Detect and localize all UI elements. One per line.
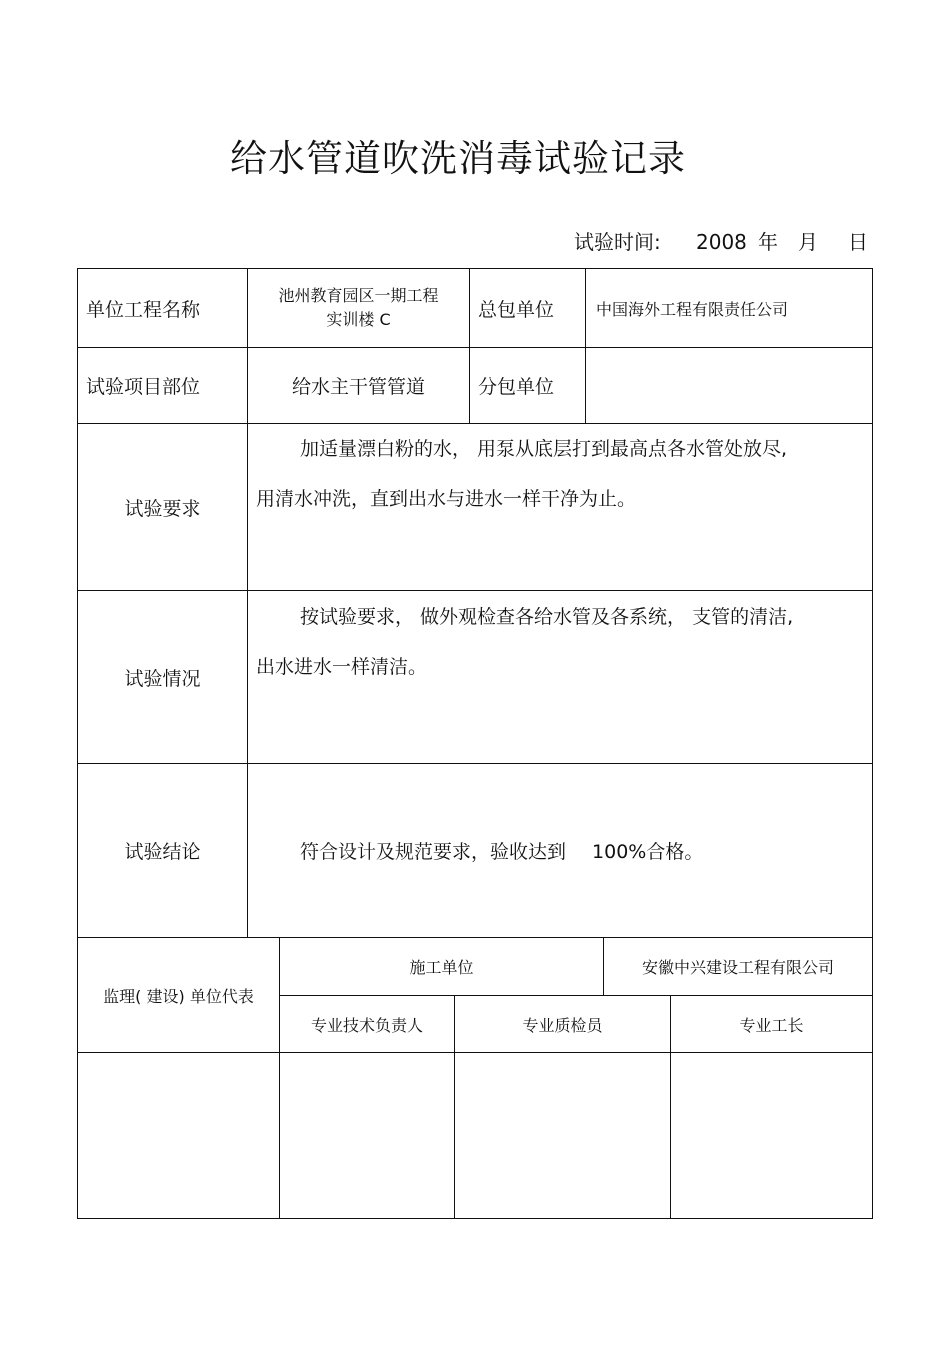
test-date-day-unit: 日 xyxy=(848,230,868,254)
construction-unit-label: 施工单位 xyxy=(409,958,474,977)
situation-label: 试验情况 xyxy=(124,667,201,690)
conclusion-text-part2: 100%合格。 xyxy=(592,841,704,863)
page-title: 给水管道吹洗消毒试验记录 xyxy=(230,137,686,180)
test-date-label: 试验时间: xyxy=(574,230,661,254)
supervisor-signature-cell xyxy=(78,1053,279,1218)
table-border-bottom xyxy=(77,1218,873,1219)
general-contractor-label: 总包单位 xyxy=(478,298,555,321)
subcontractor-value xyxy=(586,348,872,423)
project-name-label: 单位工程名称 xyxy=(86,298,201,321)
conclusion-text-part1: 符合设计及规范要求，验收达到 xyxy=(300,841,567,863)
table-border-right xyxy=(872,268,873,1219)
test-date-year-unit: 年 xyxy=(758,230,778,254)
situation-line1: 按试验要求， 做外观检查各给水管及各系统， 支管的清洁, xyxy=(300,606,794,628)
subcontractor-label: 分包单位 xyxy=(478,376,555,398)
project-name-line1: 池州教育园区一期工程 xyxy=(278,286,439,305)
test-date-month-unit: 月 xyxy=(798,230,818,254)
construction-unit-value: 安徽中兴建设工程有限公司 xyxy=(641,958,834,977)
supervisor-label: 监理( 建设) 单位代表 xyxy=(103,986,254,1006)
foreman-signature-cell xyxy=(671,1053,872,1218)
general-contractor-value: 中国海外工程有限责任公司 xyxy=(596,299,789,319)
project-name-line2: 实训楼 C xyxy=(326,310,391,329)
requirement-text xyxy=(256,424,866,524)
requirement-line1: 加适量漂白粉的水， 用泵从底层打到最高点各水管处放尽, xyxy=(300,438,788,460)
quality-inspector-signature-cell xyxy=(455,1053,670,1218)
quality-inspector-label: 专业质检员 xyxy=(522,1015,603,1035)
requirement-label: 试验要求 xyxy=(124,497,201,520)
conclusion-text xyxy=(248,764,872,937)
situation-line2: 出水进水一样清洁。 xyxy=(256,656,428,678)
test-location-value: 给水主干管管道 xyxy=(291,376,425,398)
situation-text xyxy=(256,592,866,692)
test-location-label: 试验项目部位 xyxy=(86,376,201,398)
tech-lead-label: 专业技术负责人 xyxy=(310,1015,423,1035)
conclusion-label: 试验结论 xyxy=(124,841,201,863)
project-name-value xyxy=(248,269,469,347)
tech-lead-signature-cell xyxy=(280,1053,454,1218)
test-date-year: 2008 xyxy=(696,230,747,254)
requirement-line2: 用清水冲洗，直到出水与进水一样干净为止。 xyxy=(256,488,637,510)
foreman-label: 专业工长 xyxy=(739,1015,804,1035)
